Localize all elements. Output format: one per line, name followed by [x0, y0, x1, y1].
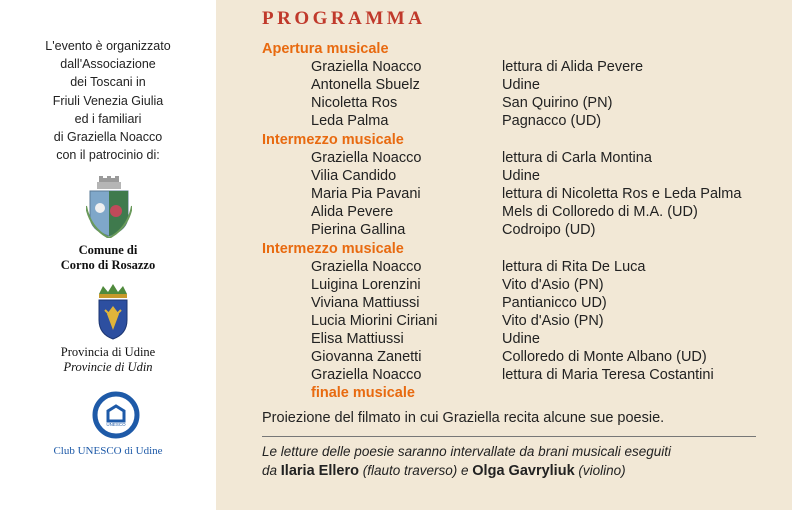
- note-e: e: [461, 463, 473, 478]
- reader-detail: lettura di Maria Teresa Costantini: [502, 367, 714, 383]
- provincia-caption-line2: Provincie di Udin: [63, 360, 153, 374]
- reader-detail: lettura di Nicoletta Ros e Leda Palma: [502, 186, 742, 202]
- reader-name: Alida Pevere: [311, 204, 394, 220]
- corno-caption: [0, 243, 216, 273]
- provincia-coat-of-arms-icon: [93, 284, 133, 340]
- corno-coat-of-arms-icon: [86, 176, 132, 238]
- music-note-line1: Le letture delle poesie saranno intervallate da brani musicali eseguiti: [262, 444, 671, 459]
- reader-name: Antonella Sbuelz: [311, 77, 420, 93]
- intro-line: dei Toscani in: [70, 75, 146, 90]
- intro-line: di Graziella Noacco: [53, 130, 163, 145]
- performer-1: Ilaria Ellero: [280, 463, 359, 479]
- reader-name: Nicoletta Ros: [311, 95, 398, 111]
- intro-line: L'evento è organizzato: [45, 39, 171, 53]
- reader-detail: Udine: [502, 331, 540, 347]
- reader-detail: Mels di Colloredo di M.A. (UD): [502, 204, 698, 220]
- intro-line: Friuli Venezia Giulia: [52, 93, 164, 108]
- finale-label: finale musicale: [311, 385, 415, 401]
- reader-detail: Udine: [502, 77, 540, 93]
- reader-detail: San Quirino (PN): [502, 95, 613, 111]
- section-label: Apertura musicale: [262, 41, 389, 57]
- reader-detail: Codroipo (UD): [502, 222, 596, 238]
- intro-line: ed i familiari: [74, 111, 142, 126]
- unesco-caption: Club UNESCO di Udine: [53, 445, 163, 457]
- reader-name: Elisa Mattiussi: [311, 331, 404, 347]
- reader-detail: lettura di Alida Pevere: [502, 59, 644, 75]
- instrument-1: (flauto traverso): [358, 463, 462, 478]
- reader-detail: Pantianicco UD): [502, 295, 607, 311]
- intro-line: con il patrocinio di:: [56, 148, 160, 163]
- instrument-2: (violino): [574, 463, 626, 478]
- reader-name: Pierina Gallina: [311, 222, 406, 238]
- unesco-ring-text: UNESCO: [106, 422, 126, 427]
- music-note: [262, 442, 762, 481]
- reader-name: Graziella Noacco: [311, 367, 422, 383]
- note-da: da: [262, 463, 281, 478]
- performer-2: Olga Gavryliuk: [472, 463, 575, 479]
- reader-name: Graziella Noacco: [311, 259, 422, 275]
- intro-line: dall'Associazione: [60, 57, 156, 72]
- reader-detail: lettura di Rita De Luca: [502, 259, 646, 275]
- music-note-line2: [262, 461, 762, 481]
- provincia-caption: [0, 345, 216, 375]
- projection-text: Proiezione del filmato in cui Graziella recita alcune sue poesie.: [262, 410, 665, 426]
- reader-detail: Udine: [502, 168, 540, 184]
- left-panel: [0, 0, 216, 510]
- reader-name: Graziella Noacco: [311, 59, 422, 75]
- organizer-intro: [16, 37, 200, 164]
- provincia-caption-line1: Provincia di Udine: [60, 345, 156, 359]
- reader-name: Graziella Noacco: [311, 150, 422, 166]
- reader-detail: Vito d'Asio (PN): [502, 313, 604, 329]
- reader-name: Viviana Mattiussi: [311, 295, 420, 311]
- section-label: Intermezzo musicale: [262, 241, 404, 257]
- reader-name: Luigina Lorenzini: [311, 277, 421, 293]
- unesco-logo-icon: [92, 391, 140, 439]
- reader-name: Lucia Miorini Ciriani: [311, 313, 438, 329]
- reader-detail: Pagnacco (UD): [502, 113, 602, 129]
- reader-detail: lettura di Carla Montina: [502, 150, 652, 166]
- divider: [262, 436, 756, 437]
- reader-name: Leda Palma: [311, 113, 389, 129]
- reader-detail: Colloredo di Monte Albano (UD): [502, 349, 707, 365]
- section-label: Intermezzo musicale: [262, 132, 404, 148]
- reader-detail: Vito d'Asio (PN): [502, 277, 604, 293]
- reader-name: Vilia Candido: [311, 168, 397, 184]
- reader-name: Giovanna Zanetti: [311, 349, 422, 365]
- corno-caption-line1: Comune di: [78, 243, 138, 257]
- reader-name: Maria Pia Pavani: [311, 186, 421, 202]
- corno-caption-line2: Corno di Rosazzo: [60, 258, 156, 272]
- program-title: PROGRAMMA: [262, 8, 426, 29]
